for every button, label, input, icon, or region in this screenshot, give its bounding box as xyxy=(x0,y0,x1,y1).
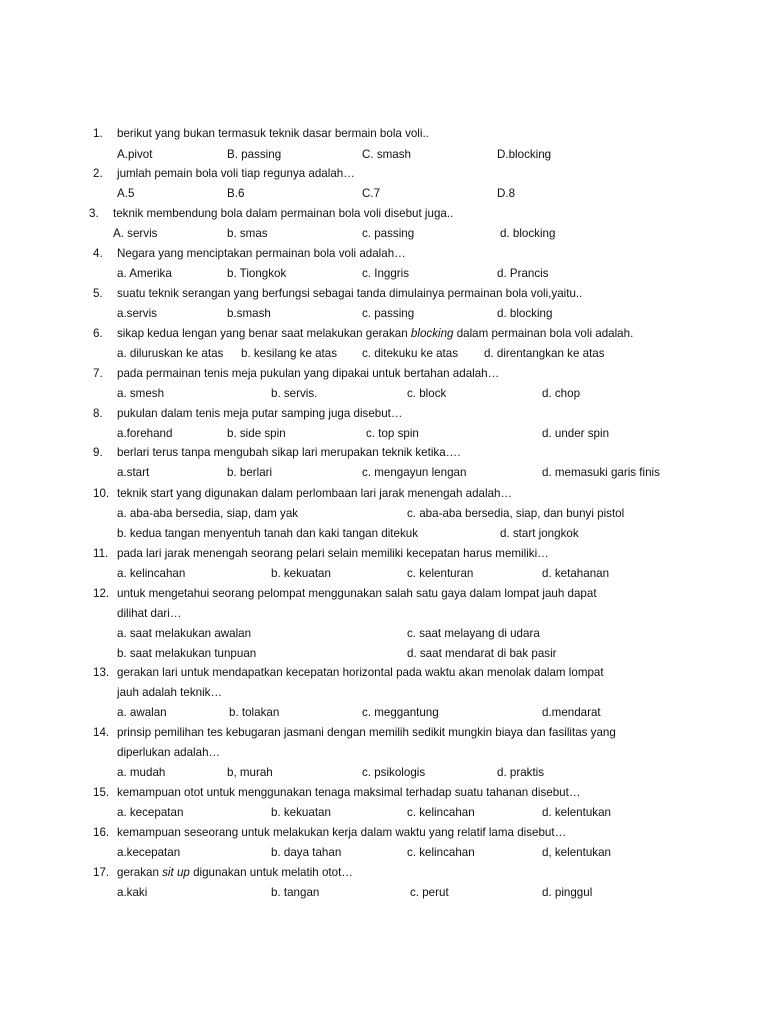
options-row xyxy=(0,224,768,244)
question-text-part: gerakan xyxy=(117,866,163,879)
option-d: d. chop xyxy=(542,387,581,400)
option-c: c. psikologis xyxy=(362,766,426,779)
question-number: 17. xyxy=(93,866,110,879)
option-a: a. diluruskan ke atas xyxy=(117,347,224,360)
question-row xyxy=(0,124,768,144)
option-d: d. saat mendarat di bak pasir xyxy=(407,647,557,660)
question-row xyxy=(0,204,768,224)
option-b: b. kedua tangan menyentuh tanah dan kaki tangan ditekuk xyxy=(117,527,419,540)
options-row xyxy=(0,304,768,324)
option-a: a. Amerika xyxy=(117,267,172,280)
question-text: gerakan lari untuk mendapatkan kecepatan horizontal pada waktu akan menolak dalam lompat xyxy=(117,666,604,679)
question-row xyxy=(0,244,768,264)
option-d: d. start jongkok xyxy=(500,527,579,540)
option-d: d. blocking xyxy=(500,227,556,240)
question-number: 4. xyxy=(93,247,103,260)
question-text-part: digunakan untuk melatih otot… xyxy=(189,866,353,879)
option-a: a.servis xyxy=(117,307,157,320)
option-a: a. mudah xyxy=(117,766,166,779)
question-row xyxy=(0,663,768,683)
option-b: b. smas xyxy=(227,227,268,240)
option-a: a. saat melakukan awalan xyxy=(117,627,252,640)
option-a: A. servis xyxy=(113,227,158,240)
option-c: c. mengayun lengan xyxy=(362,466,467,479)
option-d: d. ketahanan xyxy=(542,567,610,580)
question-number: 8. xyxy=(93,407,103,420)
question-number: 14. xyxy=(93,726,110,739)
option-c: c. passing xyxy=(362,307,415,320)
option-b: b. berlari xyxy=(227,466,273,479)
options-row xyxy=(0,763,768,783)
question-text: berlari terus tanpa mengubah sikap lari merupakan teknik ketika…. xyxy=(117,446,461,459)
option-b: b. daya tahan xyxy=(271,846,342,859)
question-number: 3. xyxy=(89,207,99,220)
option-a: a.kecepatan xyxy=(117,846,181,859)
option-a: a.kaki xyxy=(117,886,148,899)
option-b: b. servis. xyxy=(271,387,318,400)
option-b: B. passing xyxy=(227,148,282,161)
options-row xyxy=(0,803,768,823)
question-text: berikut yang bukan termasuk teknik dasar bermain bola voli.. xyxy=(117,127,429,140)
question-row xyxy=(0,723,768,743)
options-row xyxy=(0,504,768,524)
options-row xyxy=(0,424,768,444)
question-text: jumlah pemain bola voli tiap regunya adalah… xyxy=(117,167,355,180)
question-text: Negara yang menciptakan permainan bola voli adalah… xyxy=(117,247,406,260)
option-a: a. kelincahan xyxy=(117,567,186,580)
question-continuation xyxy=(0,683,768,703)
option-b: b. kesilang ke atas xyxy=(241,347,338,360)
option-c: c. kelincahan xyxy=(407,806,475,819)
option-b: b. kekuatan xyxy=(271,806,331,819)
option-b: b. saat melakukan tunpuan xyxy=(117,647,257,660)
options-row xyxy=(0,264,768,284)
option-c: c. ditekuku ke atas xyxy=(362,347,459,360)
question-text-part: sikap kedua lengan yang benar saat melakukan gerakan xyxy=(117,327,411,340)
option-b: b. side spin xyxy=(227,427,286,440)
option-c: C. smash xyxy=(362,148,411,161)
option-d: d. direntangkan ke atas xyxy=(484,347,605,360)
option-d: d. pinggul xyxy=(542,886,593,899)
question-text-continued: dilihat dari… xyxy=(117,607,182,620)
question-row xyxy=(0,584,768,604)
option-d: d. kelentukan xyxy=(542,806,611,819)
option-d: d.mendarat xyxy=(542,706,601,719)
option-b: b. kekuatan xyxy=(271,567,331,580)
question-row xyxy=(0,783,768,803)
options-row xyxy=(0,703,768,723)
question-text: pada lari jarak menengah seorang pelari selain memiliki kecepatan harus memiliki… xyxy=(117,547,549,560)
question-row xyxy=(0,484,768,504)
option-c: c. kelenturan xyxy=(407,567,474,580)
options-row xyxy=(0,344,768,364)
question-row xyxy=(0,443,768,463)
question-number: 15. xyxy=(93,786,110,799)
question-text-continued: jauh adalah teknik… xyxy=(117,686,223,699)
option-d: d. memasuki garis finis xyxy=(542,466,660,479)
option-b: b.smash xyxy=(227,307,271,320)
question-text xyxy=(117,324,633,344)
option-c: c. meggantung xyxy=(362,706,439,719)
option-a: A.pivot xyxy=(117,148,153,161)
question-text: suatu teknik serangan yang berfungsi sebagai tanda dimulainya permainan bola voli,yaitu.. xyxy=(117,287,583,300)
italic-term: sit up xyxy=(162,866,190,879)
option-d: D.blocking xyxy=(497,148,552,161)
question-row xyxy=(0,284,768,304)
question-text: pukulan dalam tenis meja putar samping juga disebut… xyxy=(117,407,403,420)
options-row xyxy=(0,145,768,165)
option-b: b, murah xyxy=(227,766,273,779)
options-row xyxy=(0,564,768,584)
option-c: c. passing xyxy=(362,227,415,240)
option-c: C.7 xyxy=(362,187,381,200)
option-d: d. praktis xyxy=(497,766,545,779)
option-b: B.6 xyxy=(227,187,245,200)
question-text xyxy=(117,863,353,883)
question-text: prinsip pemilihan tes kebugaran jasmani dengan memilih sedikit mungkin biaya dan fasilitas yang xyxy=(117,726,616,739)
options-row xyxy=(0,524,768,544)
question-row xyxy=(0,164,768,184)
option-d: d. blocking xyxy=(497,307,553,320)
options-row xyxy=(0,883,768,903)
option-d: D.8 xyxy=(497,187,516,200)
question-continuation xyxy=(0,604,768,624)
question-row xyxy=(0,364,768,384)
question-number: 11. xyxy=(93,547,109,560)
option-c: c. top spin xyxy=(366,427,419,440)
option-b: b. Tiongkok xyxy=(227,267,287,280)
question-text-continued: diperlukan adalah… xyxy=(117,746,221,759)
option-d: d. Prancis xyxy=(497,267,549,280)
options-row xyxy=(0,463,768,483)
question-number: 1. xyxy=(93,127,103,140)
italic-term: blocking xyxy=(410,327,454,340)
question-number: 7. xyxy=(93,367,103,380)
option-c: c. saat melayang di udara xyxy=(407,627,540,640)
question-number: 6. xyxy=(93,327,103,340)
option-a: a. kecepatan xyxy=(117,806,184,819)
options-row xyxy=(0,384,768,404)
question-row xyxy=(0,863,768,883)
question-row xyxy=(0,324,768,344)
question-text: kemampuan seseorang untuk melakukan kerja dalam waktu yang relatif lama disebut… xyxy=(117,826,567,839)
question-number: 10. xyxy=(93,487,110,500)
question-number: 12. xyxy=(93,587,110,600)
question-row xyxy=(0,404,768,424)
option-c: c. aba-aba bersedia, siap, dan bunyi pistol xyxy=(407,507,625,520)
option-b: b. tangan xyxy=(271,886,320,899)
option-a: a.start xyxy=(117,466,150,479)
options-row xyxy=(0,644,768,664)
question-row xyxy=(0,823,768,843)
question-text: untuk mengetahui seorang pelompat menggunakan salah satu gaya dalam lompat jauh dapat xyxy=(117,587,597,600)
option-c: c. Inggris xyxy=(362,267,410,280)
question-text: kemampuan otot untuk menggunakan tenaga maksimal terhadap suatu tahanan disebut… xyxy=(117,786,581,799)
question-number: 2. xyxy=(93,167,103,180)
option-c: c. kelincahan xyxy=(407,846,475,859)
option-a: a. aba-aba bersedia, siap, dam yak xyxy=(117,507,299,520)
question-continuation xyxy=(0,743,768,763)
option-d: d, kelentukan xyxy=(542,846,611,859)
option-b: b. tolakan xyxy=(229,706,280,719)
option-c: c. block xyxy=(407,387,447,400)
option-a: A.5 xyxy=(117,187,135,200)
question-number: 9. xyxy=(93,446,103,459)
options-row xyxy=(0,624,768,644)
question-text: pada permainan tenis meja pukulan yang dipakai untuk bertahan adalah… xyxy=(117,367,500,380)
question-text: teknik membendung bola dalam permainan bola voli disebut juga.. xyxy=(113,207,454,220)
question-number: 16. xyxy=(93,826,110,839)
option-a: a. awalan xyxy=(117,706,167,719)
question-text-part: dalam permainan bola voli adalah. xyxy=(453,327,634,340)
option-c: c. perut xyxy=(410,886,449,899)
question-number: 5. xyxy=(93,287,103,300)
question-row xyxy=(0,544,768,564)
options-row xyxy=(0,843,768,863)
option-a: a.forehand xyxy=(117,427,173,440)
option-d: d. under spin xyxy=(542,427,610,440)
options-row xyxy=(0,184,768,204)
option-a: a. smesh xyxy=(117,387,165,400)
question-number: 13. xyxy=(93,666,110,679)
question-text: teknik start yang digunakan dalam perlombaan lari jarak menengah adalah… xyxy=(117,487,513,500)
